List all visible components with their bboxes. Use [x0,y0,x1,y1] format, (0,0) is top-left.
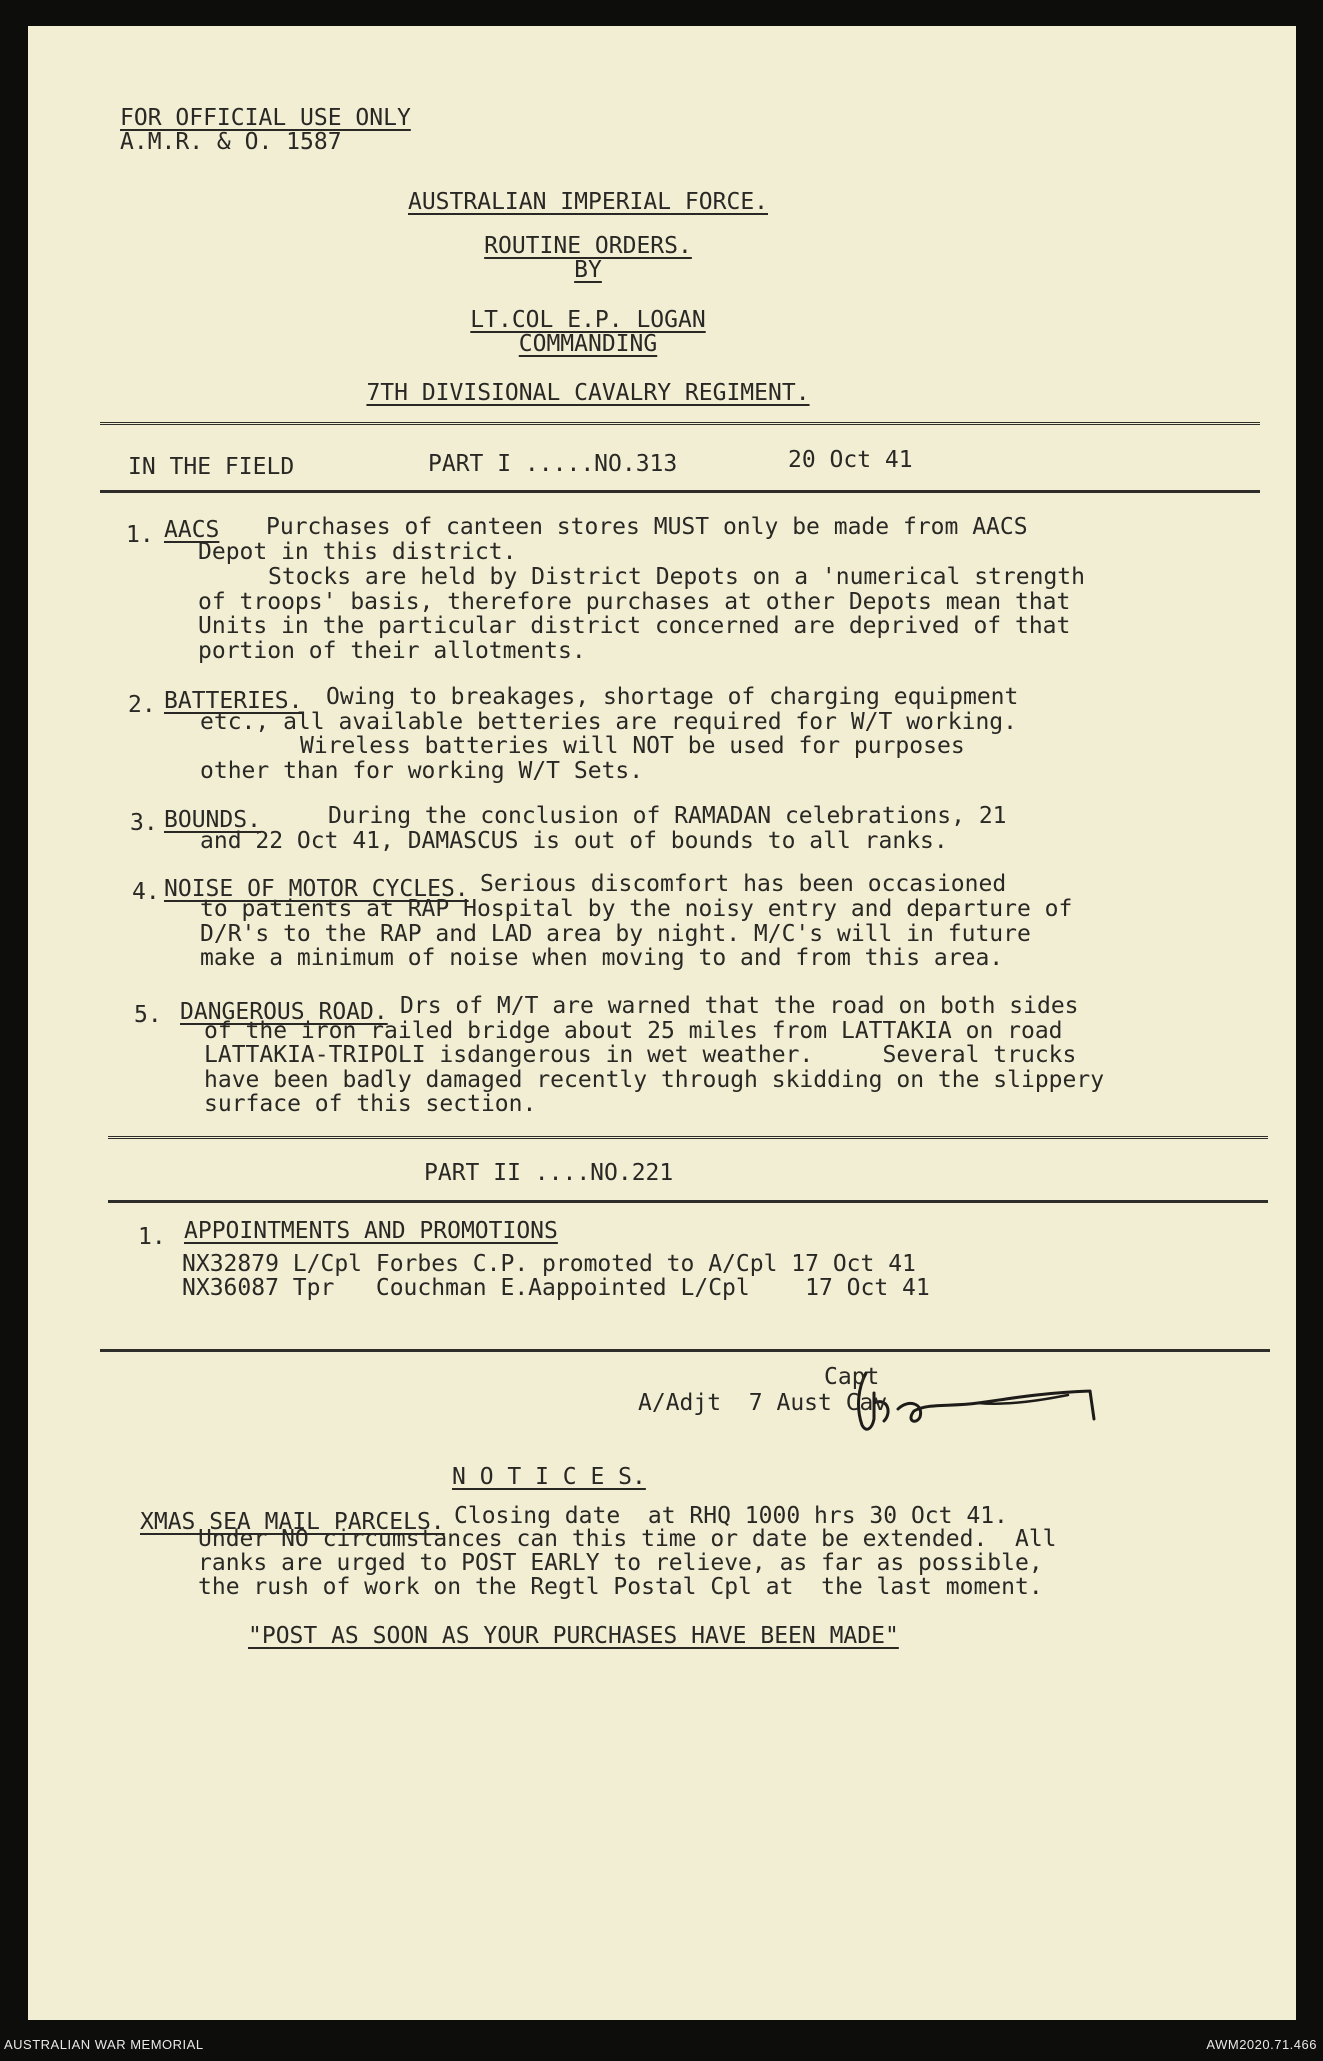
title-regiment: 7TH DIVISIONAL CAVALRY REGIMENT. [366,380,810,406]
item-number: 3. [130,810,158,836]
divider-top [100,422,1260,429]
notice-text-line: the rush of work on the Regtl Postal Cpl at the last moment. [198,1574,1043,1600]
item-text-line: have been badly damaged recently through skidding on the slippery [204,1067,1105,1093]
item-heading: AACS [164,517,220,543]
footer-accession-number: AWM2020.71.466 [1206,2037,1317,2052]
part2-heading: APPOINTMENTS AND PROMOTIONS [184,1218,558,1244]
classification-label: FOR OFFICIAL USE ONLY [120,105,411,131]
item-heading: NOISE OF MOTOR CYCLES. [164,876,469,902]
part2-item-number: 1. [138,1224,166,1250]
item-text-line: other than for working W/T Sets. [200,758,644,784]
title-commander: LT.COL E.P. LOGAN [470,307,706,333]
item-text-line: and 22 Oct 41, DAMASCUS is out of bounds to all ranks. [200,828,948,854]
item-text-line: Stocks are held by District Depots on a 'numerical strength [268,564,1085,590]
signature-appointment: A/Adjt 7 Aust Cav [638,1390,888,1416]
part2-number: PART II ....NO.221 [424,1160,674,1186]
item-number: 1. [126,522,154,548]
item-heading: BOUNDS. [164,807,261,833]
appointment-entry: NX32879 L/Cpl Forbes C.P. promoted to A/Cpl 17 Oct 41 [182,1251,916,1277]
item-text-line: Owing to breakages, shortage of charging equipment [326,684,1019,710]
item-text-line: etc., all available betteries are required for W/T working. [200,709,1017,735]
appointment-entry: NX36087 Tpr Couchman E.Aappointed L/Cpl 17 Oct 41 [182,1275,930,1301]
title-orders: ROUTINE ORDERS. [484,233,692,259]
item-text-line: Units in the particular district concerned are deprived of that [198,613,1071,639]
part1-number: PART I .....NO.313 [428,451,678,477]
document-page [28,26,1296,2020]
item-number: 4. [132,879,160,905]
notice-text-line: Under NO circumstances can this time or date be extended. All [198,1526,1057,1552]
item-text-line: Drs of M/T are warned that the road on both sides [400,993,1079,1019]
item-heading: BATTERIES. [164,688,303,714]
divider-signature [100,1349,1270,1352]
item-text-line: surface of this section. [204,1091,537,1117]
item-number: 2. [128,692,156,718]
item-text-line: of the iron railed bridge about 25 miles from LATTAKIA on road [204,1018,1063,1044]
item-text-line: Depot in this district. [198,539,517,565]
notice-heading: XMAS SEA MAIL PARCELS. [140,1509,445,1535]
item-text-line: Wireless batteries will NOT be used for purposes [300,733,965,759]
title-by: BY [574,257,602,283]
item-text-line: Serious discomfort has been occasioned [480,871,1007,897]
item-text-line: portion of their allotments. [198,638,586,664]
notice-text-line: ranks are urged to POST EARLY to relieve, as far as possible, [198,1550,1043,1576]
divider-part2-top [108,1136,1268,1143]
notices-heading: N O T I C E S. [452,1464,646,1490]
notice-slogan: "POST AS SOON AS YOUR PURCHASES HAVE BEEN MADE" [248,1623,899,1649]
item-text-line: During the conclusion of RAMADAN celebrations, 21 [328,803,1007,829]
divider-part1 [100,490,1260,493]
item-text-line: to patients at RAP Hospital by the noisy entry and departure of [200,896,1073,922]
item-text-line: LATTAKIA-TRIPOLI isdangerous in wet weather. Several trucks [204,1042,1077,1068]
item-number: 5. [134,1002,162,1028]
item-heading: DANGEROUS ROAD. [180,999,388,1025]
signature-rank: Capt [824,1364,880,1390]
item-text-line: make a minimum of noise when moving to and from this area. [200,945,1004,971]
item-text-line: D/R's to the RAP and LAD area by night. M/C's will in future [200,921,1031,947]
item-text-line: of troops' basis, therefore purchases at other Depots mean that [198,589,1071,615]
title-commanding: COMMANDING [518,331,658,357]
title-force: AUSTRALIAN IMPERIAL FORCE. [407,189,769,215]
item-text-line: Purchases of canteen stores MUST only be made from AACS [266,514,1028,540]
part1-date: 20 Oct 41 [788,447,913,473]
reference-number: A.M.R. & O. 1587 [120,129,342,155]
divider-part2 [108,1200,1268,1203]
notice-text-line: Closing date at RHQ 1000 hrs 30 Oct 41. [454,1503,1008,1529]
part1-location: IN THE FIELD [128,454,295,480]
footer-institution: AUSTRALIAN WAR MEMORIAL [4,2037,204,2052]
